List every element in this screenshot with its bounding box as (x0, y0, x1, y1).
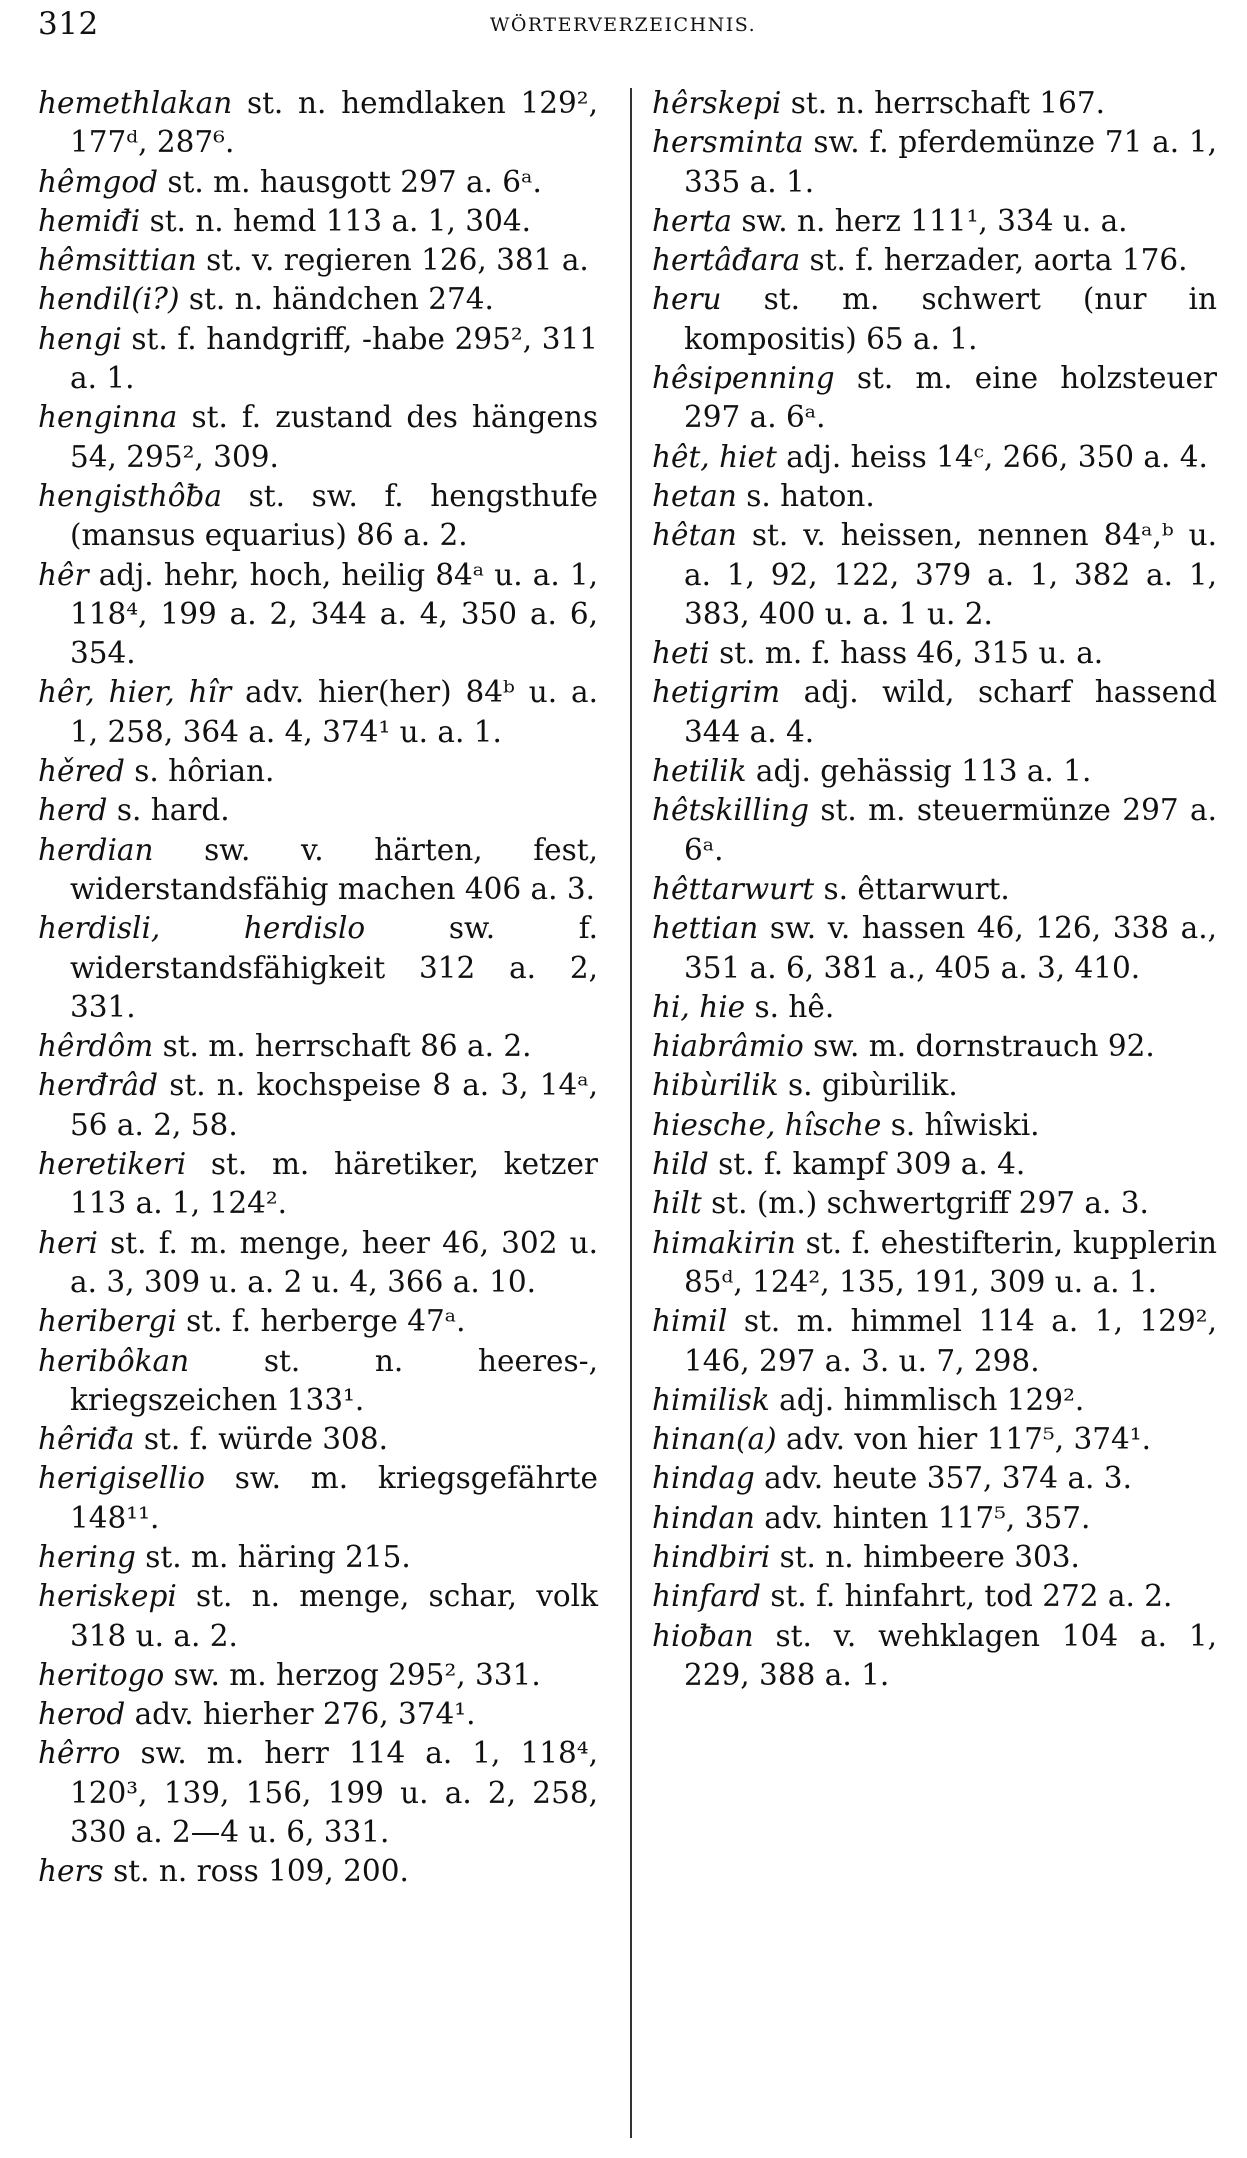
dictionary-entry (38, 752, 598, 791)
entry-headword: heti (652, 636, 710, 671)
entry-definition: st. f. herzader, aorta 176. (800, 243, 1188, 278)
entry-headword: hering (38, 1539, 136, 1574)
dictionary-entry (38, 477, 598, 556)
dictionary-entry (652, 1381, 1217, 1420)
entry-definition: adj. gehässig 113 a. 1. (746, 754, 1092, 789)
entry-headword: hers (38, 1854, 104, 1889)
entry-definition: s. hôrian. (124, 754, 275, 789)
entry-definition: st. f. ehestifterin, kupplerin 85ᵈ, 124², 135, 191, 309 u. a. 1. (684, 1225, 1217, 1299)
dictionary-entry (652, 1184, 1217, 1223)
entry-definition: st. n. händchen 274. (179, 282, 494, 317)
dictionary-entry (38, 673, 598, 752)
dictionary-entry (38, 909, 598, 1027)
entry-definition: sw. f. widerstandsfähigkeit 312 a. 2, 331. (70, 911, 599, 1024)
entry-headword: herdisli, herdislo (38, 911, 366, 946)
dictionary-entry (38, 1459, 598, 1538)
entry-definition: s. hîwiski. (881, 1107, 1040, 1142)
entry-headword: himil (652, 1304, 728, 1339)
entry-definition: st. m. schwert (nur in kompositis) 65 a. 1. (684, 282, 1217, 356)
entry-headword: herd (38, 793, 108, 828)
entry-headword: hemethlakan (38, 86, 233, 120)
entry-definition: sw. m. herzog 295², 331. (164, 1657, 541, 1692)
entry-definition: st. n. hemdlaken 129², 177ᵈ, 287⁶. (70, 86, 598, 160)
dictionary-entry (652, 909, 1217, 988)
entry-definition: st. v. wehklagen 104 a. 1, 229, 388 a. 1. (684, 1618, 1217, 1692)
dictionary-entry (38, 1145, 598, 1224)
dictionary-entry (38, 1538, 598, 1577)
entry-definition: st. f. zustand des hängens 54, 295², 309. (70, 400, 598, 474)
entry-definition: sw. v. härten, fest, widerstandsfähig machen 406 a. 3. (70, 832, 598, 906)
entry-definition: s. gibùrilik. (778, 1068, 958, 1103)
entry-definition: sw. m. kriegsgefährte 148¹¹. (70, 1461, 598, 1535)
dictionary-entry (652, 1145, 1217, 1184)
right-column (652, 84, 1217, 1695)
entry-headword: hêrro (38, 1736, 121, 1771)
entry-headword: hêmgod (38, 164, 158, 199)
dictionary-entry (38, 1342, 598, 1421)
entry-headword: hilt (652, 1186, 702, 1221)
column-divider (630, 88, 632, 2138)
dictionary-entry (652, 359, 1217, 438)
entry-definition: adv. hier(her) 84ᵇ u. a. 1, 258, 364 a. 4, 374¹ u. a. 1. (70, 675, 598, 749)
entry-headword: hendil(i?) (38, 282, 180, 317)
entry-headword: hêtskilling (652, 793, 809, 828)
entry-definition: st. f. würde 308. (134, 1422, 388, 1457)
dictionary-entry (38, 320, 598, 399)
entry-definition: adv. hierher 276, 374¹. (125, 1697, 476, 1732)
dictionary-entry (652, 1420, 1217, 1459)
entry-headword: heribôkan (38, 1343, 190, 1378)
entry-headword: heriskepi (38, 1579, 177, 1614)
entry-headword: hinan(a) (652, 1422, 777, 1457)
dictionary-entry (38, 1066, 598, 1145)
entry-headword: hiabrâmio (652, 1029, 804, 1064)
entry-headword: hêrdôm (38, 1029, 154, 1064)
dictionary-entry (652, 1459, 1217, 1498)
dictionary-entry (38, 241, 598, 280)
dictionary-entry (652, 1066, 1217, 1105)
entry-definition: st. sw. f. hengsthufe (mansus equarius) 86 a. 2. (70, 478, 598, 553)
entry-headword: hinfard (652, 1579, 761, 1614)
entry-definition: st. n. kochspeise 8 a. 3, 14ᵃ, 56 a. 2, 58. (70, 1068, 598, 1142)
entry-headword: hetigrim (652, 675, 781, 710)
dictionary-entry (38, 1695, 598, 1734)
entry-definition: adj. wild, scharf hassend 344 a. 4. (684, 675, 1217, 749)
entry-headword: hêr (38, 557, 89, 592)
left-column (38, 84, 598, 1892)
dictionary-entry (38, 1420, 598, 1459)
entry-headword: hetilik (652, 754, 747, 789)
entry-headword: hindag (652, 1461, 755, 1496)
dictionary-entry (38, 1302, 598, 1341)
entry-definition: st. m. f. hass 46, 315 u. a. (709, 636, 1104, 671)
entry-headword: hěred (38, 754, 125, 789)
entry-definition: st. f. handgriff, -habe 295², 311 a. 1. (70, 321, 598, 396)
dictionary-entry (652, 673, 1217, 752)
entry-definition: adv. von hier 117⁵, 374¹. (776, 1422, 1151, 1457)
dictionary-entry (38, 1027, 598, 1066)
entry-definition: s. êttarwurt. (814, 871, 1010, 906)
entry-definition: s. hê. (745, 989, 835, 1024)
entry-headword: hêttarwurt (652, 871, 815, 906)
entry-definition: st. f. kampf 309 a. 4. (708, 1147, 1026, 1182)
entry-headword: hêt, hiet (652, 439, 777, 474)
dictionary-entry (38, 1577, 598, 1656)
dictionary-entry (652, 438, 1217, 477)
entry-headword: hêrskepi (652, 86, 782, 120)
dictionary-entry (38, 1224, 598, 1303)
entry-headword: himakirin (652, 1225, 796, 1260)
dictionary-entry (652, 123, 1217, 202)
entry-headword: hengi (38, 321, 122, 356)
dictionary-entry (652, 280, 1217, 359)
entry-definition: sw. n. herz 111¹, 334 u. a. (732, 203, 1128, 238)
entry-definition: adj. heiss 14ᶜ, 266, 350 a. 4. (776, 439, 1208, 474)
entry-headword: heribergi (38, 1304, 177, 1339)
dictionary-entry (652, 1106, 1217, 1145)
entry-definition: st. n. ross 109, 200. (103, 1854, 409, 1889)
entry-headword: herta (652, 203, 733, 238)
entry-definition: sw. m. herr 114 a. 1, 118⁴, 120³, 139, 156, 199 u. a. 2, 258, 330 a. 2—4 u. 6, 331. (70, 1736, 598, 1850)
entry-definition: sw. m. dornstrauch 92. (803, 1029, 1155, 1064)
entry-headword: hioƀan (652, 1618, 754, 1653)
dictionary-entry (38, 1656, 598, 1695)
entry-headword: hêtan (652, 518, 737, 553)
entry-definition: st. (m.) schwertgriff 297 a. 3. (701, 1186, 1149, 1221)
entry-headword: herigisellio (38, 1461, 205, 1496)
entry-headword: hindbiri (652, 1539, 771, 1574)
entry-definition: adv. hinten 117⁵, 357. (754, 1500, 1091, 1535)
dictionary-entry (652, 202, 1217, 241)
entry-definition: st. f. herberge 47ᵃ. (176, 1304, 466, 1339)
entry-definition: st. n. himbeere 303. (770, 1539, 1080, 1574)
dictionary-entry (652, 870, 1217, 909)
dictionary-entry (652, 516, 1217, 634)
entry-headword: hêsipenning (652, 361, 835, 396)
entry-definition: st. m. hausgott 297 a. 6ᵃ. (157, 164, 542, 199)
entry-headword: hêmsittian (38, 243, 197, 278)
dictionary-entry (652, 1224, 1217, 1303)
entry-definition: st. m. herrschaft 86 a. 2. (153, 1029, 532, 1064)
entry-definition: st. m. häretiker, ketzer 113 a. 1, 124². (70, 1147, 598, 1221)
entry-definition: st. m. himmel 114 a. 1, 129², 146, 297 a. 3. u. 7, 298. (684, 1304, 1217, 1378)
dictionary-entry (38, 398, 598, 477)
entry-definition: st. n. hemd 113 a. 1, 304. (140, 203, 531, 238)
entry-headword: hettian (652, 911, 759, 946)
dictionary-entry (652, 791, 1217, 870)
dictionary-entry (652, 752, 1217, 791)
dictionary-entry (652, 634, 1217, 673)
dictionary-entry (652, 1577, 1217, 1616)
dictionary-entry (652, 1499, 1217, 1538)
entry-definition: st. n. heeres-, kriegszeichen 133¹. (70, 1343, 598, 1417)
entry-headword: heri (38, 1225, 98, 1260)
entry-headword: henginna (38, 400, 178, 435)
entry-headword: herod (38, 1697, 126, 1732)
dictionary-entry (652, 1617, 1217, 1696)
dictionary-entry (38, 1734, 598, 1852)
dictionary-entry (38, 280, 598, 319)
entry-definition: adj. hehr, hoch, heilig 84ᵃ u. a. 1, 118⁴, 199 a. 2, 344 a. 4, 350 a. 6, 354. (70, 557, 598, 671)
entry-headword: himilisk (652, 1382, 770, 1417)
entry-headword: heru (652, 282, 722, 317)
dictionary-entry (38, 163, 598, 202)
entry-headword: herdian (38, 832, 154, 867)
entry-definition: st. n. herrschaft 167. (781, 86, 1105, 120)
entry-headword: heretikeri (38, 1147, 187, 1182)
entry-headword: hild (652, 1147, 709, 1182)
entry-definition: sw. v. hassen 46, 126, 338 a., 351 a. 6, 381 a., 405 a. 3, 410. (684, 911, 1217, 985)
entry-definition: st. m. eine holzsteuer 297 a. 6ᵃ. (684, 361, 1217, 435)
entry-definition: s. hard. (107, 793, 230, 828)
entry-definition: st. n. menge, schar, volk 318 u. a. 2. (70, 1579, 598, 1653)
entry-definition: st. v. heissen, nennen 84ᵃ,ᵇ u. a. 1, 92, 122, 379 a. 1, 382 a. 1, 383, 400 u. a. 1 u. 2. (684, 518, 1217, 631)
dictionary-entry (38, 556, 598, 674)
entry-headword: hengisthôƀa (38, 478, 223, 513)
entry-definition: adj. himmlisch 129². (769, 1382, 1085, 1417)
dictionary-entry (38, 791, 598, 830)
dictionary-entry (652, 988, 1217, 1027)
entry-definition: st. f. m. menge, heer 46, 302 u. a. 3, 309 u. a. 2 u. 4, 366 a. 10. (70, 1225, 598, 1299)
entry-definition: sw. f. pferdemünze 71 a. 1, 335 a. 1. (684, 125, 1217, 199)
dictionary-entry (652, 1538, 1217, 1577)
entry-headword: hemiđi (38, 203, 141, 238)
entry-headword: hiesche, hîsche (652, 1107, 882, 1142)
dictionary-entry (652, 84, 1217, 123)
entry-headword: hersminta (652, 125, 804, 160)
dictionary-entry (38, 831, 598, 910)
entry-headword: heritogo (38, 1657, 165, 1692)
dictionary-entry (652, 1027, 1217, 1066)
entry-definition: s. haton. (736, 478, 875, 513)
dictionary-entry (38, 1852, 598, 1891)
running-head: WÖRTERVERZEICHNIS. (489, 14, 757, 36)
entry-definition: st. m. häring 215. (135, 1539, 411, 1574)
entry-headword: hêriđa (38, 1422, 135, 1457)
entry-headword: hindan (652, 1500, 755, 1535)
entry-definition: st. v. regieren 126, 381 a. (196, 243, 589, 278)
entry-headword: hi, hie (652, 989, 746, 1024)
entry-definition: st. f. hinfahrt, tod 272 a. 2. (760, 1579, 1173, 1614)
entry-headword: hibùrilik (652, 1068, 779, 1103)
entry-headword: hetan (652, 478, 737, 513)
page-header (38, 6, 1208, 50)
entry-headword: herđrâd (38, 1068, 159, 1103)
dictionary-entry (652, 1302, 1217, 1381)
dictionary-entry (652, 477, 1217, 516)
entry-definition: adv. heute 357, 374 a. 3. (754, 1461, 1132, 1496)
dictionary-entry (38, 202, 598, 241)
entry-headword: hêr, hier, hîr (38, 675, 232, 710)
entry-headword: hertâđara (652, 243, 801, 278)
page-number: 312 (38, 6, 99, 42)
dictionary-entry (652, 241, 1217, 280)
entry-definition: st. m. steuermünze 297 a. 6ᵃ. (684, 793, 1217, 867)
dictionary-entry (38, 84, 598, 163)
